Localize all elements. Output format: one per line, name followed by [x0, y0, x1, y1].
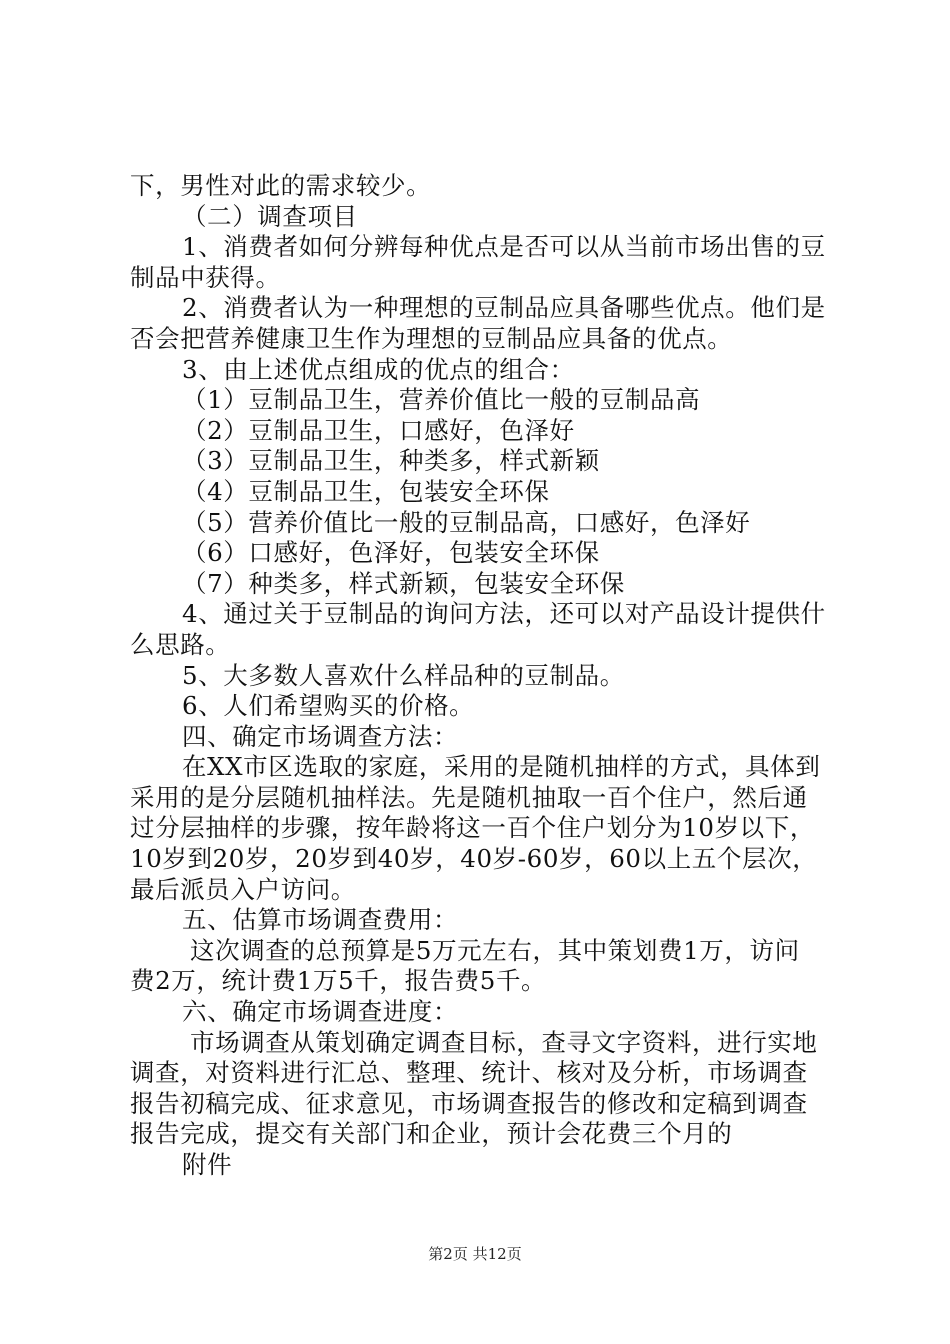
- paragraph-line: 在XX市区选取的家庭，采用的是随机抽样的方式，具体到: [182, 752, 821, 782]
- paragraph-line: 费2万，统计费1万5千，报告费5千。: [130, 966, 547, 996]
- paragraph-line: 最后派员入户访问。: [130, 874, 356, 904]
- section-heading: （二）调查项目: [182, 201, 358, 231]
- paragraph-line: 5、大多数人喜欢什么样品种的豆制品。: [182, 660, 625, 690]
- paragraph-line: 4、通过关于豆制品的询问方法，还可以对产品设计提供什: [182, 599, 826, 629]
- paragraph-line: 6、人们希望购买的价格。: [182, 691, 475, 721]
- paragraph-line: 么思路。: [130, 629, 231, 659]
- list-item: （5）营养价值比一般的豆制品高，口感好，色泽好: [182, 507, 751, 537]
- paragraph-line: 10岁到20岁，20岁到40岁，40岁-60岁，60以上五个层次，: [130, 844, 818, 874]
- list-item: （4）豆制品卫生，包装安全环保: [182, 476, 550, 506]
- section-heading: 四、确定市场调查方法：: [182, 721, 459, 751]
- paragraph-line: 制品中获得。: [130, 262, 281, 292]
- paragraph-line: 采用的是分层随机抽样法。先是随机抽取一百个住户，然后通: [130, 782, 808, 812]
- paragraph-line: 2、消费者认为一种理想的豆制品应具备哪些优点。他们是: [182, 293, 826, 323]
- paragraph-line: 3、由上述优点组成的优点的组合：: [182, 354, 575, 384]
- document-body: [130, 171, 835, 1181]
- list-item: （2）豆制品卫生，口感好，色泽好: [182, 415, 575, 445]
- paragraph-line: 下，男性对此的需求较少。: [130, 171, 432, 200]
- section-heading: 六、确定市场调查进度：: [182, 997, 459, 1027]
- paragraph-line: 过分层抽样的步骤，按年龄将这一百个住户划分为10岁以下，: [130, 813, 815, 843]
- paragraph-line: 调查，对资料进行汇总、整理、统计、核对及分析，市场调查: [130, 1058, 808, 1088]
- list-item: （7）种类多，样式新颖，包装安全环保: [182, 568, 625, 598]
- paragraph-line: 1、消费者如何分辨每种优点是否可以从当前市场出售的豆: [182, 232, 826, 262]
- paragraph-line: 市场调查从策划确定调查目标，查寻文字资料，进行实地: [190, 1027, 818, 1057]
- list-item: （1）豆制品卫生，营养价值比一般的豆制品高: [182, 385, 701, 415]
- section-heading: 五、估算市场调查费用：: [182, 905, 459, 935]
- attachment-label: 附件: [182, 1150, 233, 1179]
- page-number-footer: 第2页 共12页: [428, 1245, 522, 1263]
- paragraph-line: 否会把营养健康卫生作为理想的豆制品应具备的优点。: [130, 323, 733, 353]
- paragraph-line: 报告初稿完成、征求意见，市场调查报告的修改和定稿到调查: [130, 1088, 808, 1118]
- paragraph-line: 这次调查的总预算是5万元左右，其中策划费1万，访问: [190, 935, 800, 965]
- list-item: （6）口感好，色泽好，包装安全环保: [182, 538, 600, 568]
- list-item: （3）豆制品卫生，种类多，样式新颖: [182, 446, 600, 476]
- paragraph-line: 报告完成，提交有关部门和企业，预计会花费三个月的: [130, 1119, 733, 1149]
